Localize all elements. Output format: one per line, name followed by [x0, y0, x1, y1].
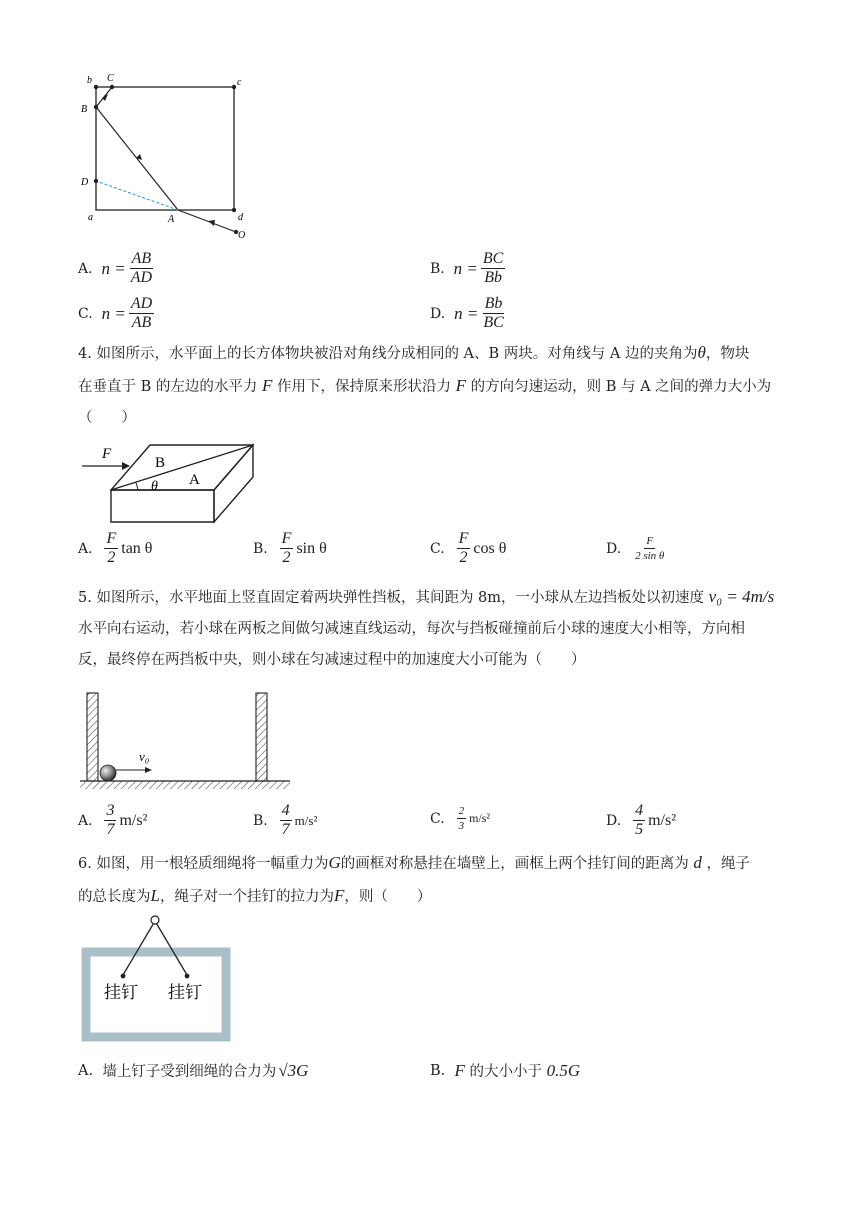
- svg-text:A: A: [189, 472, 200, 488]
- q4-option-a: A. $\frac{F}{2}$ tan θ: [78, 530, 153, 566]
- svg-text:C: C: [107, 73, 114, 84]
- q4-option-d: D. $\frac{F}{\text{2 sin θ}}$: [606, 535, 665, 562]
- q5-ground: [80, 781, 290, 789]
- q3-ray-ab: [96, 107, 178, 210]
- q4-option-b: B. $\frac{F}{2}$ sin θ: [253, 530, 327, 566]
- svg-text:b: b: [87, 75, 92, 86]
- svg-text:挂钉: 挂钉: [168, 983, 202, 1002]
- q3-option-b: B. n = $\frac{BC}{Bb}$: [430, 250, 504, 286]
- svg-text:挂钉: 挂钉: [104, 983, 138, 1002]
- q6-figure: [78, 912, 238, 1044]
- q5-right-wall: [256, 693, 267, 781]
- svg-text:c: c: [237, 77, 242, 88]
- q3-option-d: D. n = $\frac{Bb}{BC}$: [430, 295, 504, 331]
- q5-option-b: B. $\frac{4}{7}$ m/s²: [253, 802, 318, 838]
- q3-option-a: A. n = $\frac{AB}{AD}$: [78, 250, 153, 286]
- q3-arrow-2: [208, 220, 215, 226]
- q4-figure: [78, 440, 278, 530]
- q5-option-a: A. $\frac{3}{7}$ m/s²: [78, 802, 148, 838]
- svg-text:A: A: [168, 214, 175, 225]
- q5-left-wall: [87, 693, 98, 781]
- svg-text:a: a: [88, 212, 93, 223]
- q4-stem: 4. 如图所示，水平面上的长方体物块被沿对角线分成相同的 A、B 两块。对角线与 A 边的夹角为θ，物块 在垂直于 B 的左边的水平力 F 作用下，保持原来形状沿力 F 的方向匀速运动，则 B 与 A 之间的弹力大小为 （ ）: [78, 343, 772, 426]
- q3-rectangle: [96, 87, 234, 210]
- q5-stem: 5. 如图所示，水平地面上竖直固定着两块弹性挡板，其间距为 8m，一小球从左边挡板处以初速度 v₀ = 4m/s 水平向右运动，若小球在两板之间做匀减速直线运动，每次与挡板碰撞前后小球的速度大小相等，方向相 反，最终停在两挡板中央，则小球在匀减速过程中的加速度大小可能为（ ）: [78, 587, 775, 668]
- q4-option-c: C. $\frac{F}{2}$ cos θ: [430, 530, 507, 566]
- svg-text:D: D: [81, 177, 89, 188]
- svg-text:θ: θ: [151, 479, 158, 494]
- q5-option-c: C. $\frac{2}{3}$ m/s²: [430, 805, 491, 832]
- q4-diagonal: [111, 445, 253, 490]
- q3-figure: [78, 70, 258, 245]
- q6-option-a: A. 墙上钉子受到细绳的合力为 √3G: [78, 1060, 309, 1080]
- svg-text:O: O: [238, 230, 246, 241]
- svg-text:B: B: [81, 104, 88, 115]
- q6-stem: 6. 如图，用一根轻质细绳将一幅重力为G的画框对称悬挂在墙壁上，画框上两个挂钉间的距离为 d ，绳子 的总长度为L，绳子对一个挂钉的拉力为F，则（ ）: [78, 853, 750, 905]
- q5-figure: [78, 690, 293, 792]
- q5-option-d: D. $\frac{4}{5}$ m/s²: [606, 802, 677, 838]
- q6-wall-nail: [151, 916, 159, 924]
- svg-text:v₀: v₀: [139, 749, 150, 764]
- q3-option-c: C. n = $\frac{AD}{AB}$: [78, 295, 153, 331]
- q6-option-b: B. F 的大小小于 0.5G: [430, 1060, 581, 1080]
- svg-text:F: F: [102, 446, 112, 462]
- svg-text:B: B: [155, 455, 166, 471]
- q3-ray-oa: [178, 210, 236, 232]
- q5-ball: [100, 765, 116, 781]
- svg-text:d: d: [238, 212, 243, 223]
